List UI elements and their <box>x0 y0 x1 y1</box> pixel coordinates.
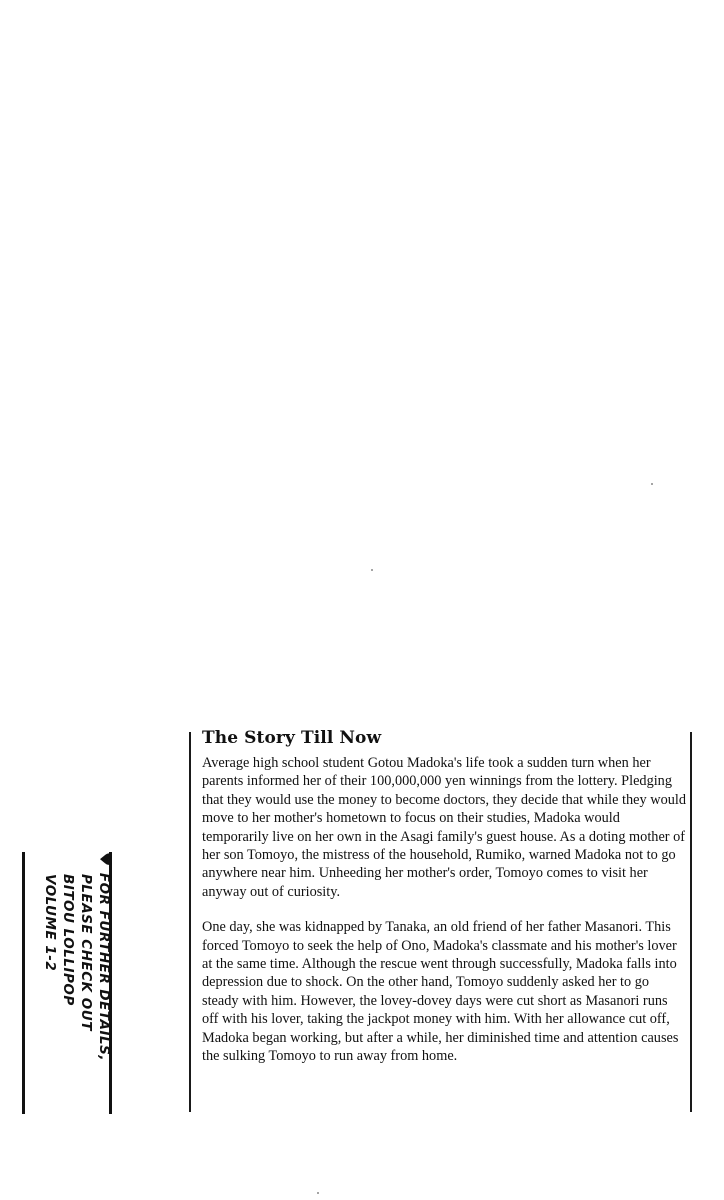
story-right-rule <box>690 732 692 1112</box>
side-note-line-4: VOLUME 1-2 <box>42 874 58 972</box>
side-note-line-1 <box>95 852 114 1116</box>
story-box <box>202 728 686 1083</box>
side-note <box>24 852 114 1116</box>
story-left-rule <box>189 732 191 1112</box>
heart-icon: ♥ <box>96 852 115 867</box>
speck <box>371 569 373 571</box>
speck <box>651 483 653 485</box>
side-note-line-2: PLEASE CHECK OUT <box>78 874 94 1031</box>
story-paragraph-2: One day, she was kidnapped by Tanaka, an old friend of her father Masanori. This forced Tomoyo to seek the help of Ono, Madoka's classmate and his mother's lover at the same time. Although the rescue went through successfully, Madoka falls into depression due to shock. On the other hand, Tomoyo suddenly asked her to go steady with him. However, the lovey-dovey days were cut short as Masanori runs off with his lover, taking the jackpot money with him. With her allowance cut off, Madoka began working, but after a while, her diminished time and attention causes the sulking Tomoyo to run away from home. <box>202 919 679 1065</box>
side-note-text-1: FOR FURTHER DETAILS, <box>96 872 112 1061</box>
story-paragraph-1: Average high school student Gotou Madoka's life took a sudden turn when her parents informed her of their 100,000,000 yen winnings from the lottery. Pledging that they would use the money to become doctors, they decide that while they would move to her mother's hometown to focus on their studies, Madoka would temporarily live on her own in the Asagi family's guest house. As a doting mother of her son Tomoyo, the mistress of the household, Rumiko, warned Madoka not to go anywhere near him. Unheeding her mother's order, Tomoyo comes to visit her anyway out of curiosity. <box>202 755 686 900</box>
speck <box>317 1192 319 1194</box>
story-title: The Story Till Now <box>202 728 382 748</box>
side-note-line-3: BITOU LOLLIPOP <box>60 874 76 1006</box>
